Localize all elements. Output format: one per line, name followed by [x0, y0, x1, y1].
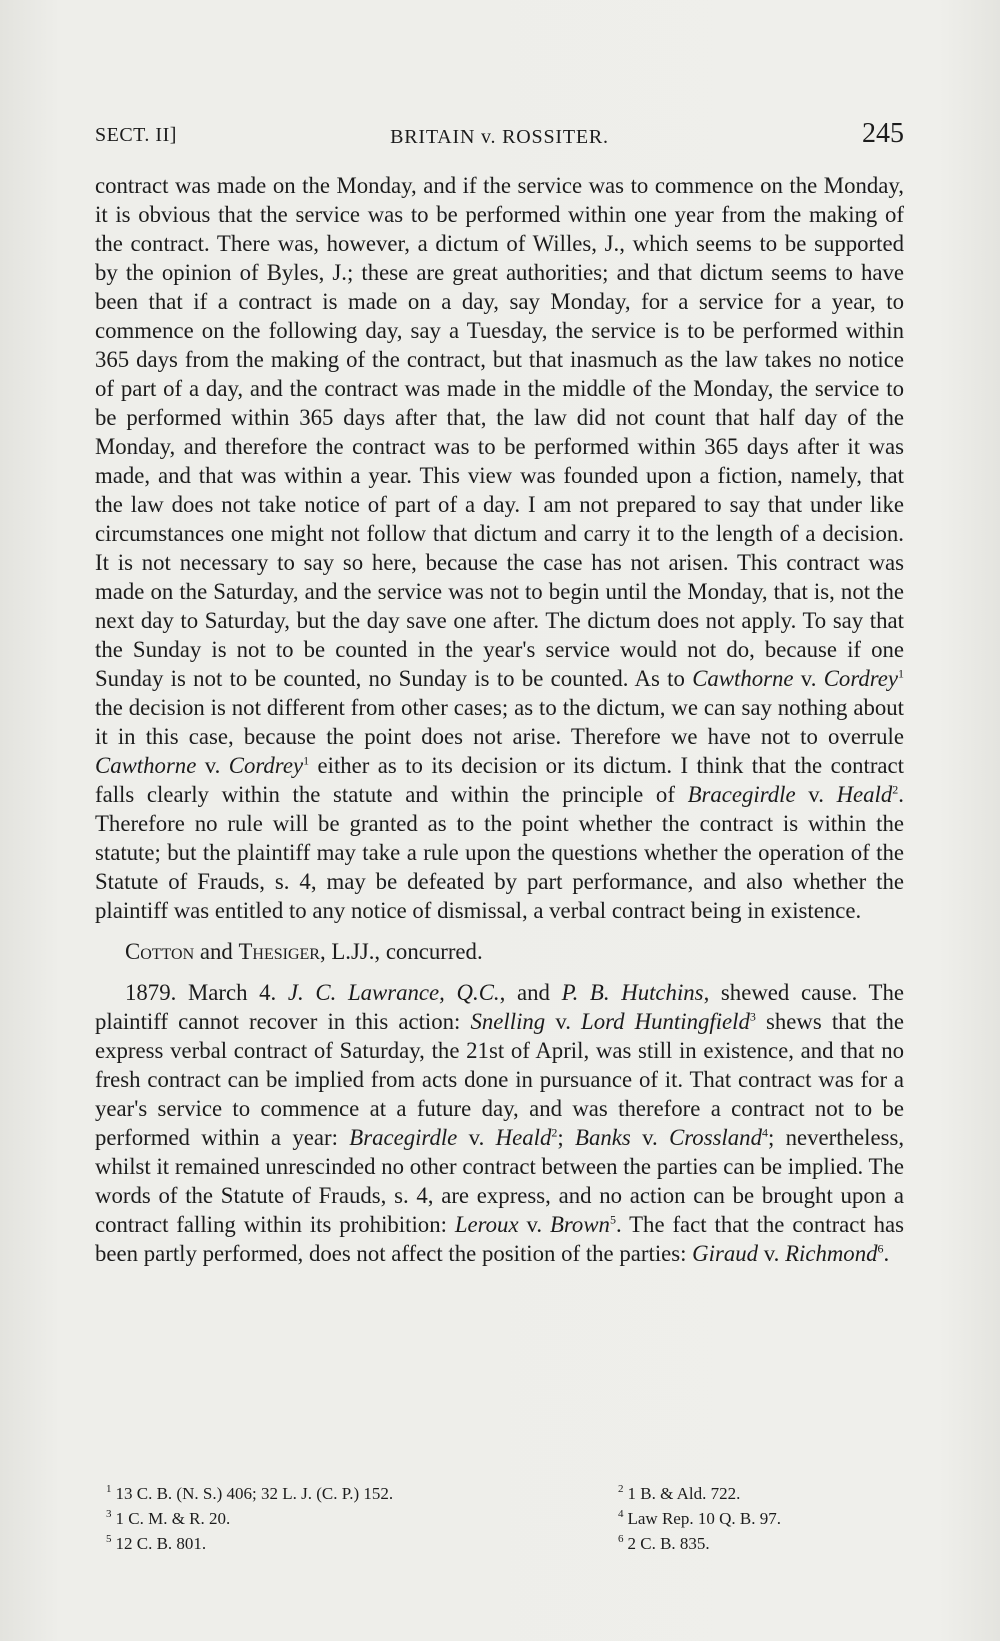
- section-label: SECT. II]: [95, 124, 177, 146]
- footnote-mark: 2: [618, 1483, 624, 1496]
- footnote-ref: 1: [303, 753, 310, 768]
- case-name: Richmond: [785, 1241, 878, 1266]
- footnote-ref: 2: [551, 1125, 558, 1140]
- footnote-ref: 6: [877, 1241, 884, 1256]
- case-name: Bracegirdle: [687, 782, 796, 807]
- case-name: Snelling: [470, 1009, 546, 1034]
- footnote: [618, 1481, 904, 1506]
- footnote-text: 12 C. B. 801.: [115, 1534, 207, 1553]
- case-name: Lord Huntingfield: [581, 1009, 750, 1034]
- footnote-row: [106, 1481, 904, 1506]
- case-name: Cawthorne: [95, 753, 197, 778]
- footnote-ref: 4: [761, 1125, 768, 1140]
- footnote-mark: 4: [618, 1508, 624, 1521]
- running-head: [95, 118, 904, 154]
- paragraph-judgment: [95, 171, 904, 925]
- text-run: v.: [793, 666, 824, 691]
- text-run: . The fact that the contract has been partly performed, does not affect the position of the parties:: [95, 1212, 905, 1266]
- text-run: v.: [545, 1009, 582, 1034]
- footnote-ref: 1: [898, 666, 905, 681]
- footnote-mark: 3: [106, 1508, 112, 1521]
- footnote-text: 1 B. & Ald. 722.: [627, 1484, 741, 1503]
- text-run: , shewed cause. The plaintiff cannot recover in this action:: [95, 980, 904, 1034]
- paragraph-concurrence: [95, 937, 904, 966]
- footnote-text: 2 C. B. 835.: [627, 1534, 710, 1553]
- footnote: [618, 1506, 904, 1531]
- footnote-row: [106, 1506, 904, 1531]
- footnote-ref: 5: [609, 1212, 616, 1227]
- text-run: and: [194, 939, 239, 964]
- case-name: Crossland: [669, 1125, 762, 1150]
- text-run: the decision is not different from other cases; as to the dictum, we can say nothing about it in this case, because the point does not arise. Therefore we have not to overrule: [95, 695, 904, 749]
- counsel-name: P. B. Hutchins: [561, 980, 704, 1005]
- case-name: Bracegirdle: [349, 1125, 458, 1150]
- footnote: [106, 1481, 618, 1506]
- footnote-mark: 1: [106, 1483, 112, 1496]
- text-run: v.: [457, 1125, 496, 1150]
- footnote-mark: 6: [618, 1533, 624, 1546]
- text-run: contract was made on the Monday, and if the service was to commence on the Monday, it is obvious that the service was to be performed within one year from the making of the contract. There was, however, a dictum of Willes, J., which seems to be supported by the opinion of Byles, J.; these are great authorities; and that dictum seems to have been that if a contract is made on a day, say Monday, for a service for a year, to commence on the following day, say a Tuesday, the service is to be performed within 365 days from the making of the contract, but that inasmuch as the law takes no notice of part of a day, and the contract was made in the middle of the Monday, the service to be performed within 365 days after that, the law did not count that half day of the Monday, and therefore the contract was to be performed within 365 days after it was made, and that was within a year. This view was founded upon a fiction, namely, that the law does not take notice of part of a day. I am not prepared to say that under like circumstances one might not follow that dictum and carry it to the length of a decision. It is not necessary to say so here, because the case has not arisen. This contract was made on the Saturday, and the service was not to begin until the Monday, that is, not the next day to Saturday, but the day save one after. The dictum does not apply. To say that the Sunday is not to be counted in the year's service would not do, because if one Sunday is not to be counted, no Sunday is to be counted. As to: [95, 173, 904, 691]
- text-run: v.: [758, 1241, 786, 1266]
- case-name: Giraud: [692, 1241, 759, 1266]
- text-run: . Therefore no rule will be granted as to the point whether the contract is within the statute; but the plaintiff may take a rule upon the questions whether the operation of the Statute of Frauds, s. 4, may be defeated by part performance, and also whether the plaintiff was entitled to any notice of dismissal, a verbal contract being in existence.: [95, 782, 904, 923]
- footnote-ref: 3: [749, 1009, 756, 1024]
- footnote-text: 13 C. B. (N. S.) 406; 32 L. J. (C. P.) 152.: [115, 1484, 394, 1503]
- case-name: Leroux: [454, 1212, 519, 1237]
- footnote-text: 1 C. M. & R. 20.: [115, 1509, 231, 1528]
- footnote: [618, 1531, 904, 1556]
- text-run: .: [883, 1241, 890, 1266]
- body-text: [95, 171, 904, 1268]
- footnote-mark: 5: [106, 1533, 112, 1546]
- case-name: Cawthorne: [692, 666, 794, 691]
- footnote: [106, 1506, 618, 1531]
- case-name: Heald: [836, 782, 893, 807]
- footnote-text: Law Rep. 10 Q. B. 97.: [627, 1509, 781, 1528]
- case-name: Banks: [575, 1125, 631, 1150]
- footnote-ref: 2: [892, 782, 899, 797]
- text-run: , L.JJ., concurred.: [319, 939, 483, 964]
- text-run: 1879. March 4.: [125, 980, 288, 1005]
- text-run: v.: [196, 753, 229, 778]
- footnote-row: [106, 1531, 904, 1556]
- counsel-name: J. C. Lawrance, Q.C.: [287, 980, 500, 1005]
- paragraph-argument: [95, 978, 904, 1268]
- judge-name: Cotton: [125, 939, 195, 964]
- case-name: Brown: [549, 1212, 610, 1237]
- footnotes: [106, 1481, 904, 1556]
- text-run: v.: [795, 782, 837, 807]
- text-run: v.: [518, 1212, 550, 1237]
- text-run: ;: [557, 1125, 576, 1150]
- text-run: shews that the express verbal contract of Saturday, the 21st of April, was still in existence, and that no fresh contract can be implied from acts done in pursuance of it. That contract was for a year's service to commence at a future day, and was therefore a contract not to be performed within a year:: [95, 1009, 904, 1150]
- case-name: Heald: [495, 1125, 552, 1150]
- case-name: Cordrey: [228, 753, 304, 778]
- text-run: , and: [499, 980, 562, 1005]
- text-run: v.: [630, 1125, 670, 1150]
- text-run: either as to its decision or its dictum. I think that the contract falls clearly within the statute and within the principle of: [95, 753, 904, 807]
- judge-name: Thesiger: [238, 939, 320, 964]
- case-title: BRITAIN v. ROSSITER.: [390, 126, 609, 148]
- text-run: ; nevertheless, whilst it remained unrescinded no other contract between the parties can be implied. The words of the Statute of Frauds, s. 4, are express, and no action can be brought upon a contract falling within its prohibition:: [95, 1125, 905, 1237]
- case-name: Cordrey: [823, 666, 899, 691]
- page-number: 245: [862, 118, 904, 149]
- footnote: [106, 1531, 618, 1556]
